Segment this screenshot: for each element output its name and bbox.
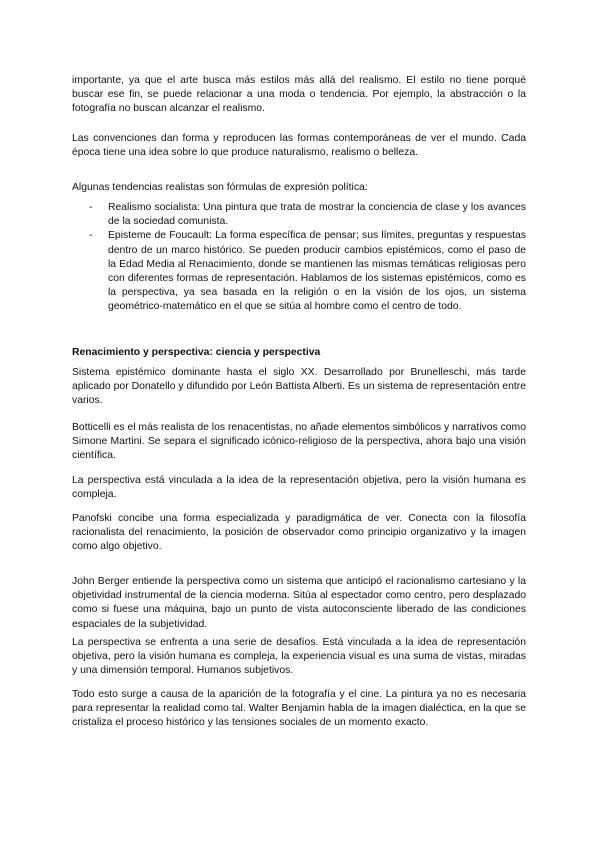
list-item (72, 229, 526, 314)
paragraph-objective-representation: La perspectiva está vinculada a la idea de la representación objetiva, pero la visión humana es compleja. (72, 475, 526, 501)
paragraph-photography-cinema: Todo esto surge a causa de la aparición de la fotografía y el cine. La pintura ya no es necesaria para representar la realidad como tal. Walter Benjamin habla de la imagen dialéctica, en la que se cristaliza el proceso histórico y las tensiones sociales de un momento exacto. (72, 689, 526, 729)
paragraph-conventions: Las convenciones dan forma y reproducen las formas contemporáneas de ver el mundo. Cada época tiene una idea sobre lo que produce naturalismo, realismo o belleza. (72, 133, 526, 159)
paragraph-john-berger: John Berger entiende la perspectiva como un sistema que anticipó el racionalismo cartesiano y la objetividad instrumental de la ciencia moderna. Sitúa al espectador como centro, pero desplazado como si fuese una máquina, bajo un punto de vista autoconsciente liberado de las condiciones espaciales de la subjetividad. (72, 576, 526, 630)
list-bullet-dash: - (89, 230, 93, 242)
paragraph-panofski: Panofski concibe una forma especializada y paradigmática de ver. Conecta con la filosofía racionalista del renacimiento, la posición de observador como principio organizativo y la imagen como algo objetivo. (72, 513, 526, 553)
tendencies-list (72, 201, 526, 315)
paragraph-epistemic-system: Sistema epistémico dominante hasta el siglo XX. Desarrollado por Brunelleschi, más tarde aplicado por Donatello y difundido por León Battista Alberti. Es un sistema de representación entre varios. (72, 367, 526, 407)
list-item-text: Realismo socialista: Una pintura que trata de mostrar la conciencia de clase y los avances de la sociedad comunista. (108, 202, 526, 228)
paragraph-style-realism: importante, ya que el arte busca más estilos más allá del realismo. El estilo no tiene porqué buscar ese fin, se puede relacionar a una moda o tendencia. Por ejemplo, la abstracción o la fotografía no buscan alcanzar el realismo. (72, 75, 526, 115)
paragraph-political-tendencies: Algunas tendencias realistas son fórmulas de expresión política: (72, 182, 368, 193)
section-heading: Renacimiento y perspectiva: ciencia y perspectiva (72, 347, 321, 358)
list-item (72, 201, 526, 229)
paragraph-botticelli: Botticelli es el más realista de los renacentistas, no añade elementos simbólicos y narrativos como Simone Martini. Se separa el significado icónico-religioso de la perspectiva, ahora bajo una visión científica. (72, 422, 526, 462)
paragraph-perspective-challenges: La perspectiva se enfrenta a una serie de desafíos. Está vinculada a la idea de representación objetiva, pero la visión humana es compleja, la experiencia visual es una suma de vistas, miradas y una dimensión temporal. Humanos subjetivos. (72, 637, 526, 677)
list-item-text: Episteme de Foucault: La forma específica de pensar; sus límites, preguntas y respuestas dentro de un marco histórico. Se pueden producir cambios epistémicos, como el paso de la Edad Media al Renacimiento, donde se mantienen las mismas temáticas religiosas pero con diferentes formas de representación. Hablamos de los sistemas epistémicos, como es la perspectiva, ya sea basada en la religión o en la visión de los ojos, un sistema geométrico-matemático en el que se sitúa al hombre como el centro de todo. (108, 230, 526, 313)
list-bullet-dash: - (89, 202, 93, 213)
